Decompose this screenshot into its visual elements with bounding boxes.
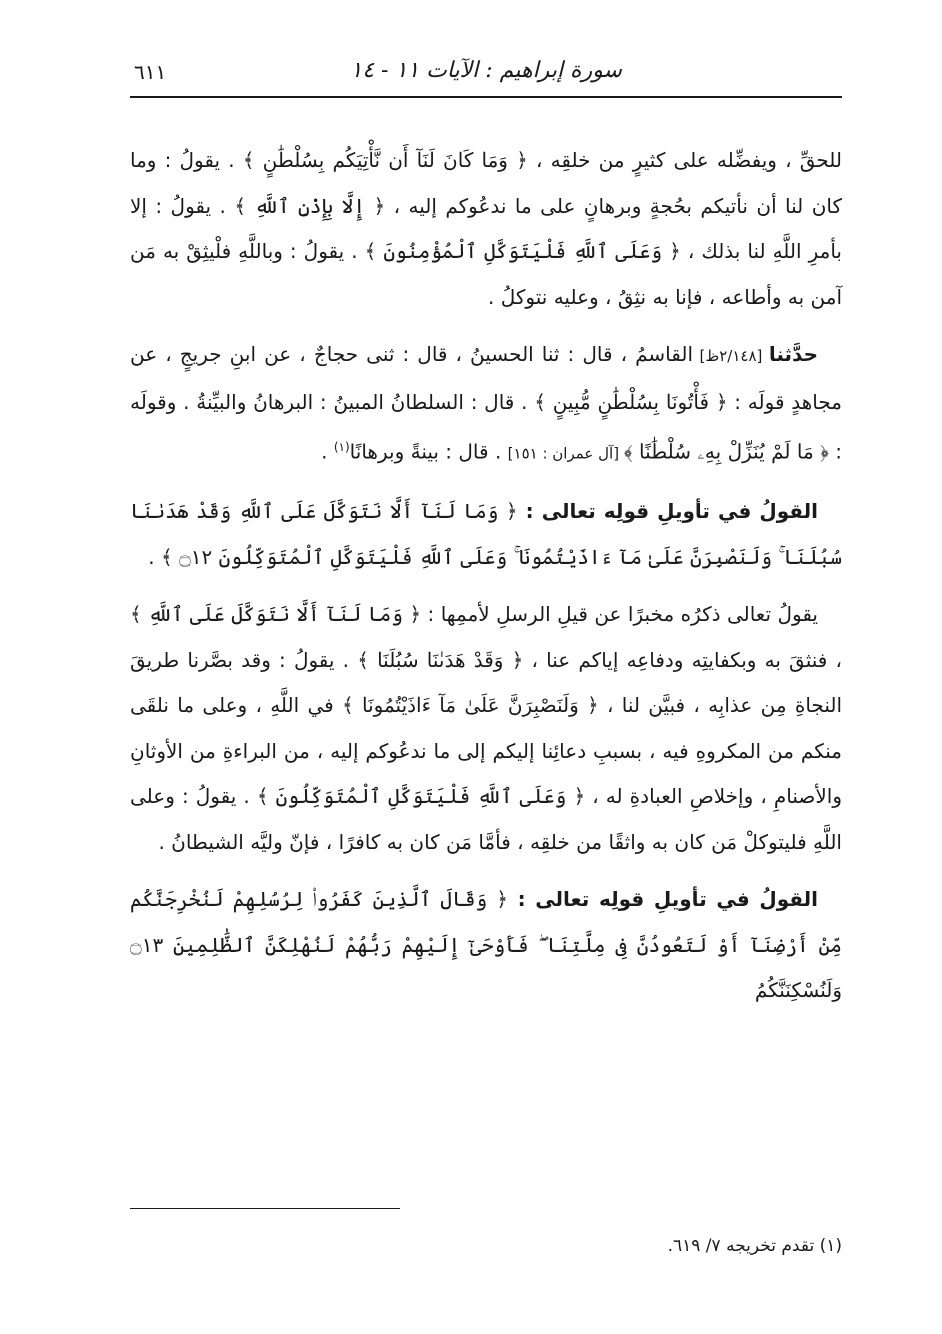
heading-text: حدَّثنا	[768, 342, 818, 366]
quran-verse: ﴿ وَعَلَى ٱللَّهِ فَلْيَتَوَكَّلِ ٱلْمُتَوَكِّلُونَ ﴾	[256, 784, 586, 809]
text-run: . قال : السلطانُ المبينُ : البرهانُ والبيِّنةُ . وقولَه :	[130, 389, 842, 464]
text-run: .	[148, 544, 161, 569]
text-run: . يقولُ : وما كان لنا أن نأتيكم بحُجةٍ وبرهانٍ على ما ندعُوكم إليه ،	[130, 148, 842, 218]
text-run: . قال : بينةً وبرهانًا	[349, 439, 508, 464]
book-page	[130, 52, 842, 1292]
footnote-marker: (١)	[333, 440, 350, 454]
text-run: . يقولُ : وقد بصَّرنا طريقَ النجاةِ مِن عذابِه ، فبيَّن لنا ،	[130, 647, 843, 718]
heading-text: القولُ في تأويلِ قولِه تعالى :	[517, 499, 818, 524]
footnote-divider	[130, 1208, 400, 1209]
page-number: ٦١١	[134, 60, 167, 84]
quran-verse: ﴿ إِلَّا بِإِذْنِ ٱللَّهِ ﴾	[234, 193, 386, 218]
running-header	[130, 52, 842, 98]
quran-verse: ﴿ فَأْتُونَا بِسُلْطَٰنٍ مُّبِينٍ ﴾	[534, 389, 728, 414]
text-run: للحقِّ ، ويفضِّله على كثيرٍ من خلقِه ،	[527, 148, 843, 172]
quran-verse: ﴿ وَمَا كَانَ لَنَآ أَن نَّأْتِيَكُم بِسُلْطَٰنٍ ﴾	[242, 148, 528, 172]
quran-verse: ﴿ وَلَنَصْبِرَنَّ عَلَىٰ مَآ ءَاذَيْتُمُونَا ﴾	[341, 693, 599, 718]
body-text	[130, 138, 842, 1014]
quran-verse: ﴿ وَقَدْ هَدَىٰنَا سُبُلَنَا ﴾	[357, 647, 524, 672]
running-title: سورة إبراهيم : الآيات ١١ - ١٤	[350, 58, 622, 83]
paragraph	[130, 592, 842, 865]
text-run: القاسمُ ، قال : ثنا الحسينُ ، قال : ثنى حجاجٌ ، عن ابنِ جريجٍ ، عن مجاهدٍ قولَه :	[130, 342, 843, 414]
paragraph	[130, 332, 842, 477]
quran-verse: ﴿ وَمَا لَنَآ أَلَّا نَتَوَكَّلَ عَلَى ٱللَّهِ وَقَدْ هَدَىٰنَا سُبُلَنَا ۚ وَلَنَصْبِرَنَّ عَلَىٰ مَآ ءَاذَيْتُمُونَا ۚ وَعَلَى ٱللَّهِ فَلْيَتَوَكَّلِ ٱلْمُتَوَكِّلُونَ ۝١٢ ﴾	[130, 499, 842, 569]
quran-verse: ﴿ وَعَلَى ٱللَّهِ فَلْيَتَوَكَّلِ ٱلْمُؤْمِنُونَ ﴾	[364, 239, 681, 263]
text-run: ، فنثقَ به وبكفايتِه ودفاعِه إياكم عنا ،	[523, 647, 842, 672]
text-run: يقولُ تعالى ذكرُه مخبرًا عن قيلِ الرسلِ لأممِها :	[421, 602, 819, 627]
text-run: . يقولُ : إلا بأمرِ اللَّهِ لنا بذلك ،	[130, 193, 842, 263]
heading-text: القولُ في تأويلِ قولِه تعالى :	[507, 887, 818, 912]
text-run: . يقولُ : وباللَّهِ فلْيثِقْ به مَن آمن به وأطاعه ، فإنا به نثِقُ ، وعليه نتوكلُ .	[130, 239, 842, 309]
footnote: (١) تقدم تخريجه ٧/ ٦١٩.	[667, 1236, 842, 1256]
citation-ref: [٢/١٤٨ظ]	[693, 347, 769, 365]
section-heading-paragraph	[130, 877, 842, 1014]
text-run: . يقولُ : وعلى اللَّهِ فليتوكلْ مَن كان به واثقًا من خلقِه ، فأمَّا مَن كان به كافرًا ، فإنّ وليَّه الشيطانُ .	[130, 784, 842, 854]
text-run: في اللَّهِ ، وعلى ما نلقَى منكم من المكروهِ فيه ، بسببِ دعائِنا إليكم إلى ما ندعُوكم إليه ، من البراءةِ من الأوثانِ والأصنامِ ، وإخلاصِ العبادةِ له ،	[130, 693, 842, 809]
quran-verse: ﴿ وَقَالَ ٱلَّذِينَ كَفَرُوا۟ لِرُسُلِهِمْ لَنُخْرِجَنَّكُم مِّنْ أَرْضِنَآ أَوْ لَتَعُودُنَّ فِى مِلَّتِنَا ۖ فَأَوْحَىٰٓ إِلَيْهِمْ رَبُّهُمْ لَنُهْلِكَنَّ ٱلظَّٰلِمِينَ ۝١٣ وَلَنُسْكِنَنَّكُمُ	[130, 887, 842, 1003]
citation-ref: [آل عمران : ١٥١]	[507, 444, 624, 463]
section-heading-paragraph	[130, 489, 842, 580]
text-run: .	[321, 439, 334, 464]
quran-verse: ﴿ مَا لَمْ يُنَزِّلْ بِهِۦ سُلْطَٰنًا ﴾	[623, 439, 829, 464]
quran-verse: ﴿ وَمَا لَنَآ أَلَّا نَتَوَكَّلَ عَلَى ٱللَّهِ ﴾	[130, 602, 422, 627]
paragraph	[130, 138, 842, 320]
